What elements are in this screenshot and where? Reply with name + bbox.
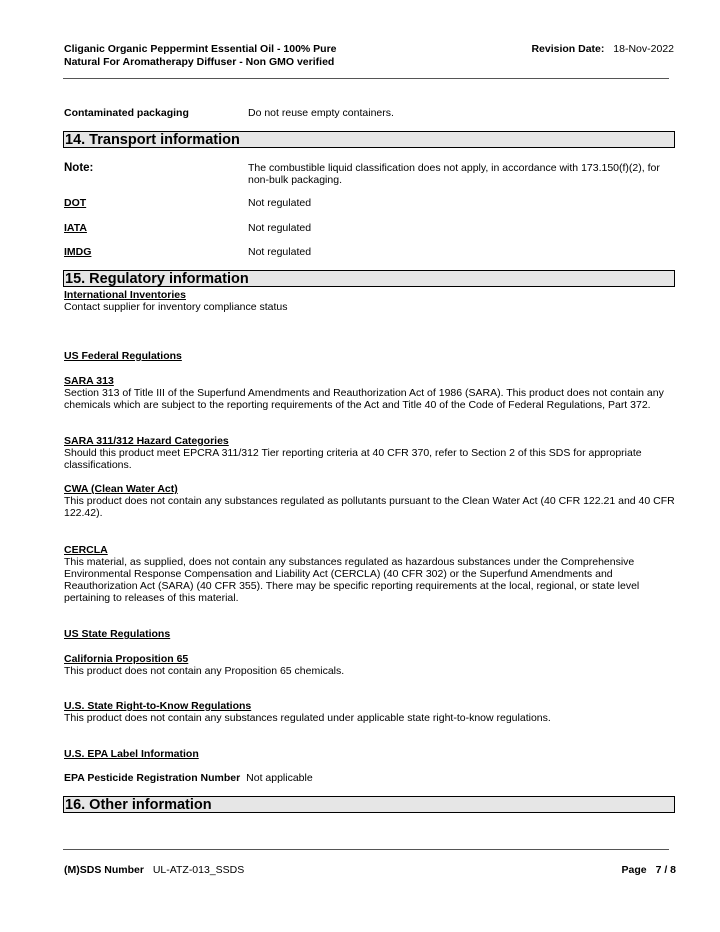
section-16-title: 16. Other information (63, 796, 675, 813)
page-number (622, 864, 676, 876)
sara-311-text: Should this product meet EPCRA 311/312 Tier reporting criteria at 40 CFR 370, refer to Section 2 of this SDS for appropriate classifications. (64, 447, 642, 471)
prop65-heading: California Proposition 65 (64, 653, 189, 665)
contaminated-packaging-value: Do not reuse empty containers. (248, 107, 394, 119)
sds-number-label: (M)SDS Number (64, 864, 144, 876)
sds-number-value: UL-ATZ-013_SSDS (152, 864, 245, 876)
cercla-text: This material, as supplied, does not contain any substances regulated as hazardous substances under the Comprehensive Environmental Response Compensation and Liability Act (CERCLA) (40 CFR 302) or the Superfund Amendments and Reauthorization Act (SARA) (40 CFR 355). There may be specific reporting requirements at the local, regional, or state level pertaining to releases of this material. (64, 556, 640, 604)
cwa-heading: CWA (Clean Water Act) (64, 483, 178, 495)
sara-311-heading: SARA 311/312 Hazard Categories (64, 435, 229, 447)
epa-label-heading: U.S. EPA Label Information (64, 748, 199, 760)
sara-313-heading: SARA 313 (64, 375, 114, 387)
us-federal-heading: US Federal Regulations (64, 350, 182, 362)
dot-label: DOT (64, 197, 87, 209)
prop65-text: This product does not contain any Proposition 65 chemicals. (64, 665, 345, 677)
imdg-value: Not regulated (248, 246, 312, 258)
contaminated-packaging-label: Contaminated packaging (64, 107, 189, 119)
product-name-line1: Cliganic Organic Peppermint Essential Oil - 100% Pure (64, 43, 337, 55)
product-name-line2: Natural For Aromatherapy Diffuser - Non GMO verified (64, 56, 335, 68)
epa-registration (64, 772, 678, 784)
revision-date-value: 18-Nov-2022 (613, 43, 674, 55)
dot-value: Not regulated (248, 197, 312, 209)
header-rule (63, 78, 669, 79)
iata-value: Not regulated (248, 222, 312, 234)
epa-registration-label: EPA Pesticide Registration Number (64, 772, 241, 784)
page-number-value: 7 / 8 (655, 864, 676, 876)
revision-date (531, 43, 674, 55)
imdg-label: IMDG (64, 246, 92, 258)
section-14-title: 14. Transport information (63, 131, 675, 148)
page-number-label: Page (621, 864, 647, 876)
rtk-text: This product does not contain any substances regulated under applicable state right-to-know regulations. (64, 712, 551, 724)
epa-registration-value: Not applicable (246, 772, 313, 784)
intl-inventories-heading: International Inventories (64, 289, 186, 301)
sds-number (64, 864, 244, 876)
intl-inventories-text: Contact supplier for inventory compliance status (64, 301, 288, 313)
footer-rule (63, 849, 669, 850)
note-label: Note: (64, 162, 94, 174)
iata-label: IATA (64, 222, 87, 234)
sara-313-text: Section 313 of Title III of the Superfund Amendments and Reauthorization Act of 1986 (SARA). This product does not contain any chemicals which are subject to the reporting requirements of the Act and Title 40 of the Code of Federal Regulations, Part 372. (64, 387, 664, 411)
section-15-title: 15. Regulatory information (63, 270, 675, 287)
cwa-text: This product does not contain any substances regulated as pollutants pursuant to the Clean Water Act (40 CFR 122.21 and 40 CFR 122.42). (64, 495, 675, 519)
rtk-heading: U.S. State Right-to-Know Regulations (64, 700, 252, 712)
revision-date-label: Revision Date: (531, 43, 605, 55)
note-value: The combustible liquid classification does not apply, in accordance with 173.150(f)(2), for non-bulk packaging. (248, 162, 660, 186)
cercla-heading: CERCLA (64, 544, 108, 556)
us-state-heading: US State Regulations (64, 628, 171, 640)
